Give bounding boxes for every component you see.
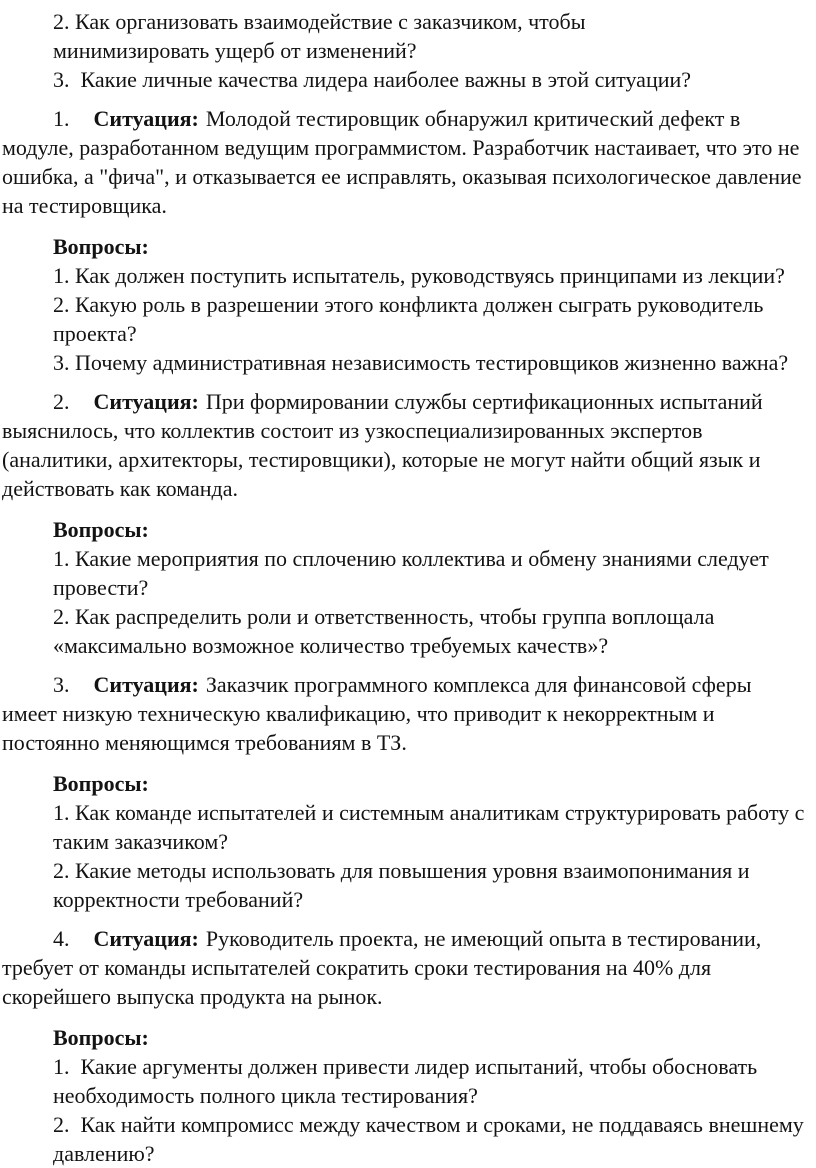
situation-paragraph xyxy=(2,104,810,220)
situation-text: Молодой тестировщик обнаружил критический дефект в модуле, разработанном ведущим программистом. Разработчик настаивает, что это не ошибка, а "фича", и отказывается ее исправлять, оказывая психологическое давление на тестировщика. xyxy=(2,106,808,218)
questions-heading: Вопросы: xyxy=(53,517,149,542)
situation-paragraph xyxy=(2,670,810,757)
question-item: 1. Как должен поступить испытатель, руководствуясь принципами из лекции? xyxy=(53,263,785,288)
questions-heading: Вопросы: xyxy=(53,234,149,259)
situation-number: 2. xyxy=(53,389,70,414)
situation-section-2 xyxy=(2,387,810,660)
situation-paragraph xyxy=(2,387,810,503)
intro-question: 3. Какие личные качества лидера наиболее важны в этой ситуации? xyxy=(53,67,692,92)
situation-text: Руководитель проекта, не имеющий опыта в тестировании, требует от команды испытателей сократить сроки тестирования на 40% для скорейшего выпуска продукта на рынок. xyxy=(2,926,767,1009)
question-item: 1. Как команде испытателей и системным аналитикам структурировать работу с таким заказчиком? xyxy=(53,800,810,854)
question-item: 2. Как найти компромисс между качеством и сроками, не поддаваясь внешнему давлению? xyxy=(53,1112,810,1166)
question-item: 1. Какие мероприятия по сплочению коллектива и обмену знаниями следует провести? xyxy=(53,546,775,600)
questions-block xyxy=(2,515,810,660)
question-item: 3. Почему административная независимость тестировщиков жизненно важна? xyxy=(53,350,789,375)
intro-question-list xyxy=(2,7,810,94)
situation-number: 1. xyxy=(53,106,70,131)
question-item: 2. Как распределить роли и ответственность, чтобы группа воплощала «максимально возможное количество требуемых качеств»? xyxy=(53,604,720,658)
situation-paragraph xyxy=(2,924,810,1011)
situation-text: При формировании службы сертификационных испытаний выяснилось, что коллектив состоит из узкоспециализированных экспертов (аналитики, архитекторы, тестировщики), которые не могут найти общий язык и действовать как команда. xyxy=(2,389,769,501)
questions-heading: Вопросы: xyxy=(53,771,149,796)
question-item: 1. Какие аргументы должен привести лидер испытаний, чтобы обосновать необходимость полного цикла тестирования? xyxy=(53,1054,763,1108)
situation-text: Заказчик программного комплекса для финансовой сферы имеет низкую техническую квалификацию, что приводит к некорректным и постоянно меняющимся требованиям в ТЗ. xyxy=(2,672,757,755)
intro-question: 2. Как организовать взаимодействие с заказчиком, чтобы минимизировать ущерб от изменений? xyxy=(53,9,591,63)
situation-label: Ситуация: xyxy=(93,389,199,414)
situation-section-4 xyxy=(2,924,810,1168)
situation-number: 4. xyxy=(53,926,70,951)
questions-heading: Вопросы: xyxy=(53,1025,149,1050)
question-item: 2. Какие методы использовать для повышения уровня взаимопонимания и корректности требований? xyxy=(53,858,755,912)
question-item: 2. Какую роль в разрешении этого конфликта должен сыграть руководитель проекта? xyxy=(53,292,769,346)
situation-label: Ситуация: xyxy=(93,672,199,697)
situation-number: 3. xyxy=(53,672,70,697)
questions-block xyxy=(2,1023,810,1168)
situation-section-3 xyxy=(2,670,810,914)
questions-block xyxy=(2,232,810,377)
questions-block xyxy=(2,769,810,914)
situation-label: Ситуация: xyxy=(93,926,199,951)
situation-section-1 xyxy=(2,104,810,377)
situation-label: Ситуация: xyxy=(93,106,199,131)
